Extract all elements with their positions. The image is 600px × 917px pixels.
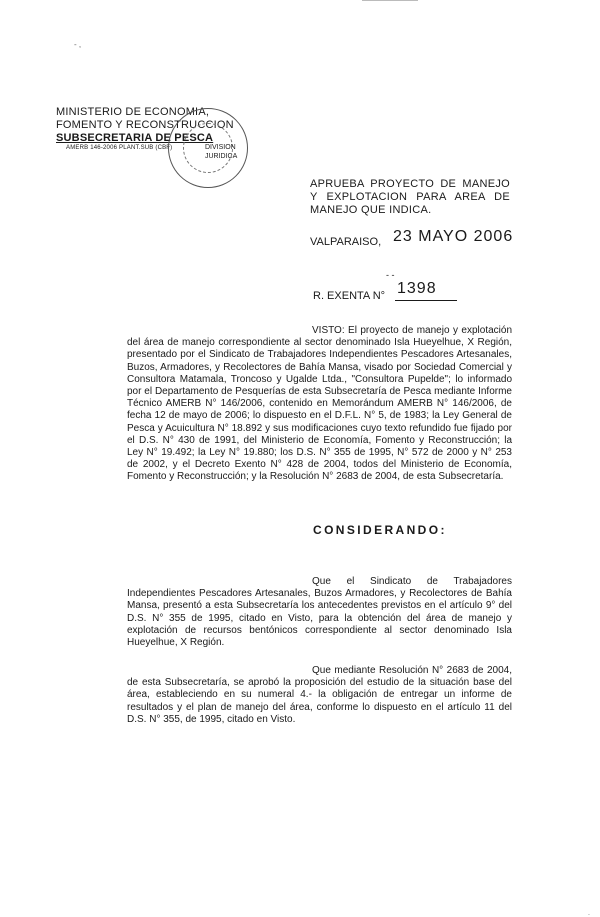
considerando-heading: CONSIDERANDO: bbox=[313, 523, 447, 537]
seal-label-juridica: JURIDICA bbox=[205, 153, 238, 160]
scan-top-line bbox=[362, 0, 418, 1]
considerando-paragraph-1: Que el Sindicato de Trabajadores Independientes Pescadores Artesanales, Buzos Armadores, y Recolectores de Bahía Mansa, presentó a esta Subsecretaría los antecedentes previstos en el artículo 9° del D.S. N° 355 de 1995, citado en Visto, para la obtención del área de manejo y explotación de recursos bentónicos correspondiente al sector denominado Isla Hueyelhue, X Región. bbox=[127, 576, 512, 649]
scan-mark: - , bbox=[74, 40, 82, 49]
seal-label-division: DIVISION bbox=[205, 144, 236, 151]
document-title: APRUEBA PROYECTO DE MANEJO Y EXPLOTACION PARA AREA DE MANEJO QUE INDICA. bbox=[310, 178, 510, 216]
ministry-name: MINISTERIO DE ECONOMIA, bbox=[56, 106, 210, 118]
subsecretaria-name: SUBSECRETARIA DE PESCA bbox=[56, 132, 214, 144]
considerando-paragraph-2: Que mediante Resolución N° 2683 de 2004, de esta Subsecretaría, se aprobó la proposición del estudio de la situación base del área, estableciendo en su numeral 4.- la obligación de entregar un informe de resultados y el plan de manejo del área, conforme lo dispuesto en el artículo 11 del D.S. N° 355, de 1995, citado en Visto. bbox=[127, 665, 512, 725]
ministry-name-2: FOMENTO Y RECONSTRUCCION bbox=[56, 119, 234, 131]
seal-label bbox=[205, 143, 237, 161]
visto-paragraph: VISTO: El proyecto de manejo y explotación del área de manejo correspondiente al sector denominado Isla Hueyelhue, X Región, presentado por el Sindicato de Trabajadores Independientes Pescadores Artesanales, Buzos, Armadores, y Recolectores de Bahía Mansa, visado por Sociedad Comercial y Consultora Matamala, Troncoso y Ugalde Ltda., "Consultora Pupelde"; lo informado por el Departamento de Pesquerías de esta Subsecretaría de Pesca mediante Informe Técnico AMERB N° 146/2006, contenido en Memorándum AMERB N° 146/2006, de fecha 12 de mayo de 2006; lo dispuesto en el D.F.L. N° 5, de 1983; la Ley General de Pesca y Acuicultura N° 18.892 y sus modificaciones cuyo texto refundido fue fijado por el D.S. N° 430 de 1991, del Ministerio de Economía, Fomento y Reconstrucción; la Ley N° 19.492; la Ley N° 19.880; los D.S. N° 355 de 1995, N° 572 de 2000 y N° 253 de 2002, y el Decreto Exento N° 428 de 2004, todos del Ministerio de Economía, Fomento y Reconstrucción; y la Resolución N° 2683 de 2004, de esta Subsecretaría. bbox=[127, 325, 512, 483]
resolution-underline bbox=[395, 300, 457, 301]
resolution-label: R. EXENTA N° bbox=[313, 290, 386, 302]
reference-code: AMERB 146-2006 PLANT.SUB (CBF) bbox=[66, 145, 173, 151]
dash-mark: - - bbox=[386, 270, 395, 280]
resolution-number: 1398 bbox=[397, 280, 437, 297]
date-stamp: 23 MAYO 2006 bbox=[393, 228, 514, 245]
place-label: VALPARAISO, bbox=[310, 236, 382, 248]
corner-mark: . bbox=[588, 910, 590, 917]
